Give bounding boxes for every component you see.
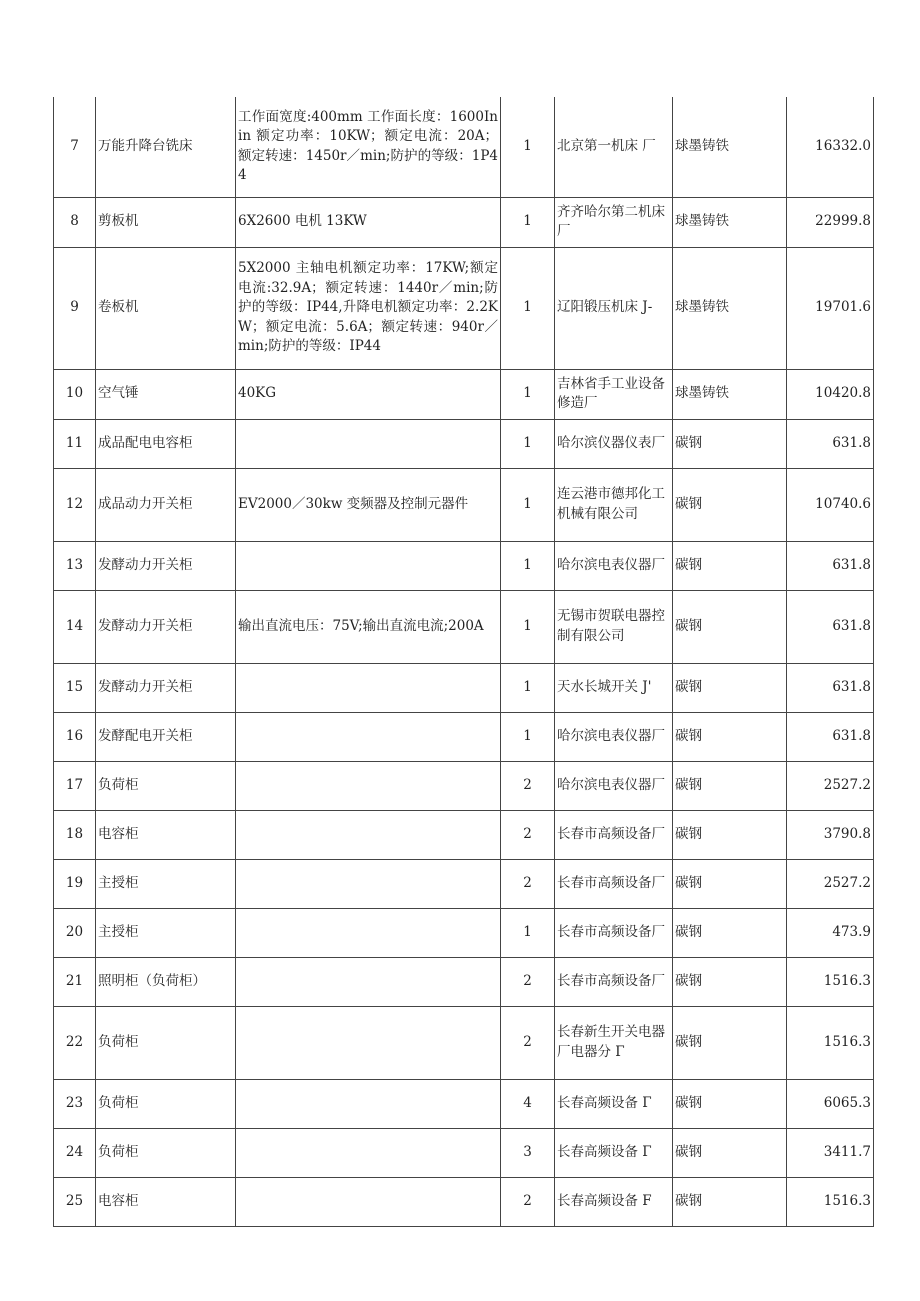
material: 碳钢 [673,468,787,541]
material: 碳钢 [673,908,787,957]
material: 碳钢 [673,957,787,1006]
material: 球墨铸铁 [673,369,787,419]
specification: EV2000／30kw 变频器及控制元器件 [236,468,501,541]
quantity: 1 [501,369,555,419]
value: 22999.8 [787,197,874,247]
manufacturer: 长春市高频设备厂 [555,859,673,908]
row-number: 21 [54,957,96,1006]
row-number: 10 [54,369,96,419]
equipment-name: 发酵配电开关柜 [96,712,236,761]
specification: 40KG [236,369,501,419]
value: 2527.2 [787,859,874,908]
table-row [54,712,874,761]
row-number: 14 [54,590,96,663]
table-row [54,859,874,908]
table-row [54,810,874,859]
specification [236,712,501,761]
quantity: 1 [501,541,555,590]
material: 碳钢 [673,663,787,712]
equipment-name: 主授柜 [96,908,236,957]
specification: 6X2600 电机 13KW [236,197,501,247]
table-row [54,1128,874,1177]
specification [236,1079,501,1128]
row-number: 24 [54,1128,96,1177]
equipment-name: 成品动力开关柜 [96,468,236,541]
equipment-name: 负荷柜 [96,1079,236,1128]
quantity: 1 [501,712,555,761]
quantity: 1 [501,468,555,541]
table-row [54,761,874,810]
table-row [54,1006,874,1079]
specification [236,810,501,859]
row-number: 15 [54,663,96,712]
value: 1516.3 [787,957,874,1006]
material: 碳钢 [673,859,787,908]
value: 10740.6 [787,468,874,541]
specification [236,957,501,1006]
manufacturer: 北京第一机床 厂 [555,97,673,197]
equipment-name: 电容柜 [96,810,236,859]
material: 碳钢 [673,712,787,761]
manufacturer: 哈尔滨电表仪器厂 [555,712,673,761]
equipment-name: 剪板机 [96,197,236,247]
quantity: 1 [501,663,555,712]
table-row [54,957,874,1006]
quantity: 4 [501,1079,555,1128]
quantity: 1 [501,97,555,197]
table-row [54,197,874,247]
quantity: 1 [501,419,555,468]
manufacturer: 长春高频设备 Γ [555,1128,673,1177]
quantity: 1 [501,590,555,663]
row-number: 7 [54,97,96,197]
material: 碳钢 [673,1128,787,1177]
equipment-name: 发酵动力开关柜 [96,590,236,663]
value: 10420.8 [787,369,874,419]
value: 3411.7 [787,1128,874,1177]
equipment-name: 万能升降台铣床 [96,97,236,197]
material: 碳钢 [673,761,787,810]
quantity: 2 [501,859,555,908]
quantity: 3 [501,1128,555,1177]
manufacturer: 长春新生开关电器厂电器分 Γ [555,1006,673,1079]
row-number: 19 [54,859,96,908]
quantity: 1 [501,908,555,957]
quantity: 2 [501,761,555,810]
specification [236,1006,501,1079]
value: 1516.3 [787,1006,874,1079]
equipment-name: 空气锤 [96,369,236,419]
material: 碳钢 [673,590,787,663]
specification [236,663,501,712]
specification: 工作面宽度:400mm 工作面长度：1600Inin 额定功率：10KW；额定电流：20A；额定转速：1450r／min;防护的等级：1P44 [236,97,501,197]
specification [236,419,501,468]
specification [236,1177,501,1226]
material: 碳钢 [673,1177,787,1226]
value: 19701.6 [787,247,874,369]
table-row [54,369,874,419]
manufacturer: 哈尔滨电表仪器厂 [555,541,673,590]
value: 631.8 [787,663,874,712]
material: 碳钢 [673,1079,787,1128]
manufacturer: 齐齐哈尔第二机床厂 [555,197,673,247]
equipment-name: 负荷柜 [96,1006,236,1079]
specification [236,1128,501,1177]
value: 2527.2 [787,761,874,810]
row-number: 23 [54,1079,96,1128]
table-row [54,247,874,369]
manufacturer: 长春市高频设备厂 [555,957,673,1006]
specification [236,761,501,810]
row-number: 17 [54,761,96,810]
specification: 5X2000 主轴电机额定功率：17KW;额定电流:32.9A；额定转速：1440r／min;防护的等级：IP44,升降电机额定功率：2.2KW；额定电流：5.6A；额定转速：940r／min;防护的等级：IP44 [236,247,501,369]
value: 3790.8 [787,810,874,859]
manufacturer: 哈尔滨电表仪器厂 [555,761,673,810]
manufacturer: 长春高频设备 Γ [555,1079,673,1128]
material: 球墨铸铁 [673,197,787,247]
quantity: 2 [501,1177,555,1226]
manufacturer: 连云港市德邦化工机械有限公司 [555,468,673,541]
row-number: 9 [54,247,96,369]
material: 球墨铸铁 [673,247,787,369]
table-row [54,1079,874,1128]
value: 631.8 [787,590,874,663]
quantity: 2 [501,1006,555,1079]
equipment-name: 负荷柜 [96,761,236,810]
row-number: 11 [54,419,96,468]
table-row [54,663,874,712]
material: 碳钢 [673,541,787,590]
table-row [54,1177,874,1226]
material: 碳钢 [673,1006,787,1079]
row-number: 18 [54,810,96,859]
table-row [54,97,874,197]
value: 473.9 [787,908,874,957]
manufacturer: 长春市高频设备厂 [555,908,673,957]
material: 碳钢 [673,810,787,859]
value: 631.8 [787,419,874,468]
material: 球墨铸铁 [673,97,787,197]
row-number: 12 [54,468,96,541]
equipment-name: 照明柜（负荷柜） [96,957,236,1006]
row-number: 25 [54,1177,96,1226]
table-row [54,419,874,468]
equipment-name: 主授柜 [96,859,236,908]
material: 碳钢 [673,419,787,468]
specification [236,908,501,957]
table-row [54,468,874,541]
row-number: 13 [54,541,96,590]
value: 16332.0 [787,97,874,197]
row-number: 8 [54,197,96,247]
value: 631.8 [787,712,874,761]
value: 631.8 [787,541,874,590]
manufacturer: 无锡市贺联电器控制有限公司 [555,590,673,663]
specification [236,859,501,908]
manufacturer: 哈尔滨仪器仪表厂 [555,419,673,468]
equipment-name: 成品配电电容柜 [96,419,236,468]
quantity: 1 [501,197,555,247]
manufacturer: 吉林省手工业设备修造厂 [555,369,673,419]
table-row [54,908,874,957]
equipment-table [53,97,874,1227]
row-number: 16 [54,712,96,761]
specification: 输出直流电压：75V;输出直流电流;200A [236,590,501,663]
equipment-name: 发酵动力开关柜 [96,663,236,712]
value: 1516.3 [787,1177,874,1226]
manufacturer: 辽阳锻压机床 J- [555,247,673,369]
equipment-name: 负荷柜 [96,1128,236,1177]
quantity: 2 [501,957,555,1006]
equipment-name: 卷板机 [96,247,236,369]
table-row [54,541,874,590]
row-number: 20 [54,908,96,957]
quantity: 2 [501,810,555,859]
quantity: 1 [501,247,555,369]
table-row [54,590,874,663]
equipment-name: 发酵动力开关柜 [96,541,236,590]
manufacturer: 天水长城开关 J' [555,663,673,712]
manufacturer: 长春高频设备 F [555,1177,673,1226]
equipment-name: 电容柜 [96,1177,236,1226]
manufacturer: 长春市高频设备厂 [555,810,673,859]
row-number: 22 [54,1006,96,1079]
value: 6065.3 [787,1079,874,1128]
specification [236,541,501,590]
